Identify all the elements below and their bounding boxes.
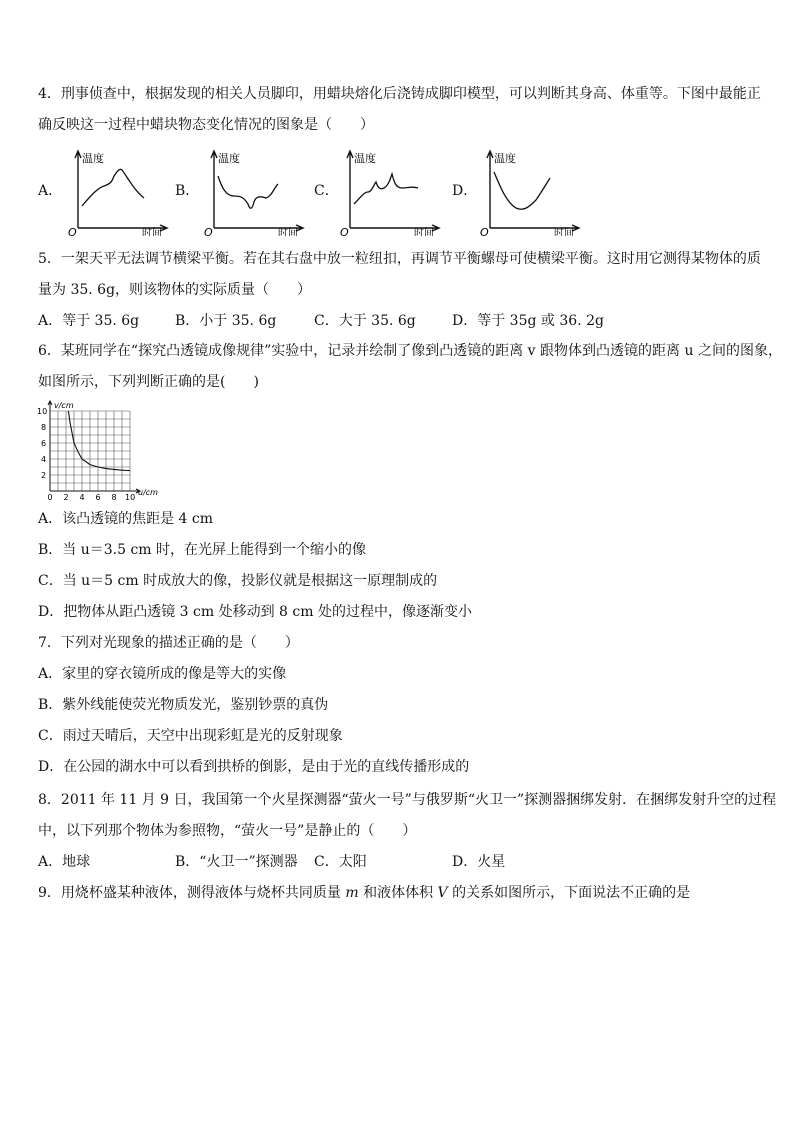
uv-graph <box>36 395 166 505</box>
q6-stem-line1: 6．某班同学在“探究凸透镜成像规律”实验中，记录并绘制了像到凸透镜的距离 v 跟物体到凸透镜的距离 u 之间的图象， <box>38 343 782 359</box>
q5-option-b: B．小于 35. 6g <box>175 313 277 329</box>
q4-option-a-label: A． <box>38 183 63 199</box>
graph-d-xlabel: 时间 <box>554 228 574 236</box>
graph-a-ylabel: 温度 <box>82 152 104 165</box>
q7-option-b: B．紫外线能使荧光物质发光，鉴别钞票的真伪 <box>38 697 329 713</box>
graph-c-curve <box>354 174 418 204</box>
graph-b-origin: O <box>204 226 213 236</box>
x-tick-label: 10 <box>125 493 136 502</box>
q8-option-c: C．太阳 <box>314 854 367 870</box>
x-tick-label: 2 <box>63 493 69 502</box>
q6-option-d: D．把物体从距凸透镜 3 cm 处移动到 8 cm 处的过程中，像逐渐变小 <box>38 604 472 620</box>
graph-c-ylabel: 温度 <box>354 152 376 165</box>
q9-stem-mid: 和液体体积 <box>358 885 438 901</box>
q8-option-a: A．地球 <box>38 854 91 870</box>
q7-stem: 7．下列对光现象的描述正确的是（ ） <box>38 635 299 651</box>
graph-d-origin: O <box>480 226 489 236</box>
q8-stem-line2: 中，以下列那个物体为参照物，“萤火一号”是静止的（ ） <box>38 823 417 839</box>
uv-axes <box>48 401 140 493</box>
q8-option-d: D．火星 <box>452 854 506 870</box>
q4-option-c-label: C． <box>314 183 339 199</box>
graph-a-curve <box>82 169 144 206</box>
q9-var-v: V <box>437 885 448 901</box>
q7-option-d: D．在公园的湖水中可以看到拱桥的倒影，是由于光的直线传播形成的 <box>38 759 470 775</box>
uv-xlabel: u/cm <box>138 488 158 497</box>
graph-a-origin: O <box>68 226 77 236</box>
y-tick-label: 2 <box>41 471 47 480</box>
q6-option-a: A．该凸透镜的焦距是 4 cm <box>38 511 214 527</box>
x-tick-label: 8 <box>111 493 117 502</box>
x-tick-label: 4 <box>79 493 85 502</box>
y-tick-label: 4 <box>41 455 47 464</box>
y-tick-label: 8 <box>41 423 47 432</box>
x-tick-label: 0 <box>47 493 53 502</box>
q4-option-b-label: B． <box>175 183 200 199</box>
q4-graph-c <box>334 148 444 236</box>
graph-c-origin: O <box>340 226 349 236</box>
q7-option-c: C．雨过天晴后，天空中出现彩虹是光的反射现象 <box>38 728 343 744</box>
q6-stem-line2: 如图所示，下列判断正确的是( ) <box>38 374 259 390</box>
q4-option-d-label: D． <box>452 183 478 199</box>
q9-stem-pre: 9．用烧杯盛某种液体，测得液体与烧杯共同质量 <box>38 885 346 901</box>
q6-option-c: C．当 u＝5 cm 时成放大的像，投影仪就是根据这一原理制成的 <box>38 573 438 589</box>
q9-stem <box>38 884 690 902</box>
q9-stem-post: 的关系如图所示，下面说法不正确的是 <box>447 885 691 901</box>
y-axis <box>48 401 52 491</box>
q5-option-c: C．大于 35. 6g <box>314 313 416 329</box>
graph-d-ylabel: 温度 <box>494 152 516 165</box>
uv-ylabel: v/cm <box>54 401 74 410</box>
q6-option-b: B．当 u＝3.5 cm 时，在光屏上能得到一个缩小的像 <box>38 542 367 558</box>
q8-option-b: B．“火卫一”探测器 <box>175 854 298 870</box>
q4-graph-a <box>62 148 172 236</box>
uv-ticks <box>37 407 135 502</box>
q5-option-a: A．等于 35. 6g <box>38 313 140 329</box>
q5-stem-line2: 量为 35. 6g，则该物体的实际质量（ ） <box>38 282 312 298</box>
y-tick-label: 10 <box>37 407 48 416</box>
q5-option-d: D．等于 35g 或 36. 2g <box>452 313 604 329</box>
q4-stem-line2: 确反映这一过程中蜡块物态变化情况的图象是（ ） <box>38 117 374 133</box>
q9-var-m: m <box>345 885 359 901</box>
uv-grid <box>50 411 130 491</box>
graph-b-xlabel: 时间 <box>278 228 298 236</box>
x-tick-label: 6 <box>95 493 101 502</box>
graph-b-ylabel: 温度 <box>218 152 240 165</box>
graph-a-xlabel: 时间 <box>142 228 162 236</box>
uv-curve <box>68 411 130 471</box>
q4-stem-line1: 4．刑事侦查中，根据发现的相关人员脚印，用蜡块熔化后浇铸成脚印模型，可以判断其身高、体重等。下图中最能正 <box>38 86 761 102</box>
q8-stem-line1: 8．2011 年 11 月 9 日，我国第一个火星探测器“萤火一号”与俄罗斯“火卫一”探测器捆绑发射．在捆绑发射升空的过程 <box>38 792 777 808</box>
graph-c-xlabel: 时间 <box>414 228 434 236</box>
q5-stem-line1: 5．一架天平无法调节横梁平衡。若在其右盘中放一粒纽扣，再调节平衡螺母可使横梁平衡。这时用它测得某物体的质 <box>38 251 761 267</box>
q4-graph-d <box>474 148 584 236</box>
q7-option-a: A．家里的穿衣镜所成的像是等大的实像 <box>38 666 287 682</box>
graph-b-curve <box>218 176 278 208</box>
graph-d-curve <box>494 172 550 209</box>
y-tick-label: 6 <box>41 439 47 448</box>
q4-graph-b <box>198 148 308 236</box>
